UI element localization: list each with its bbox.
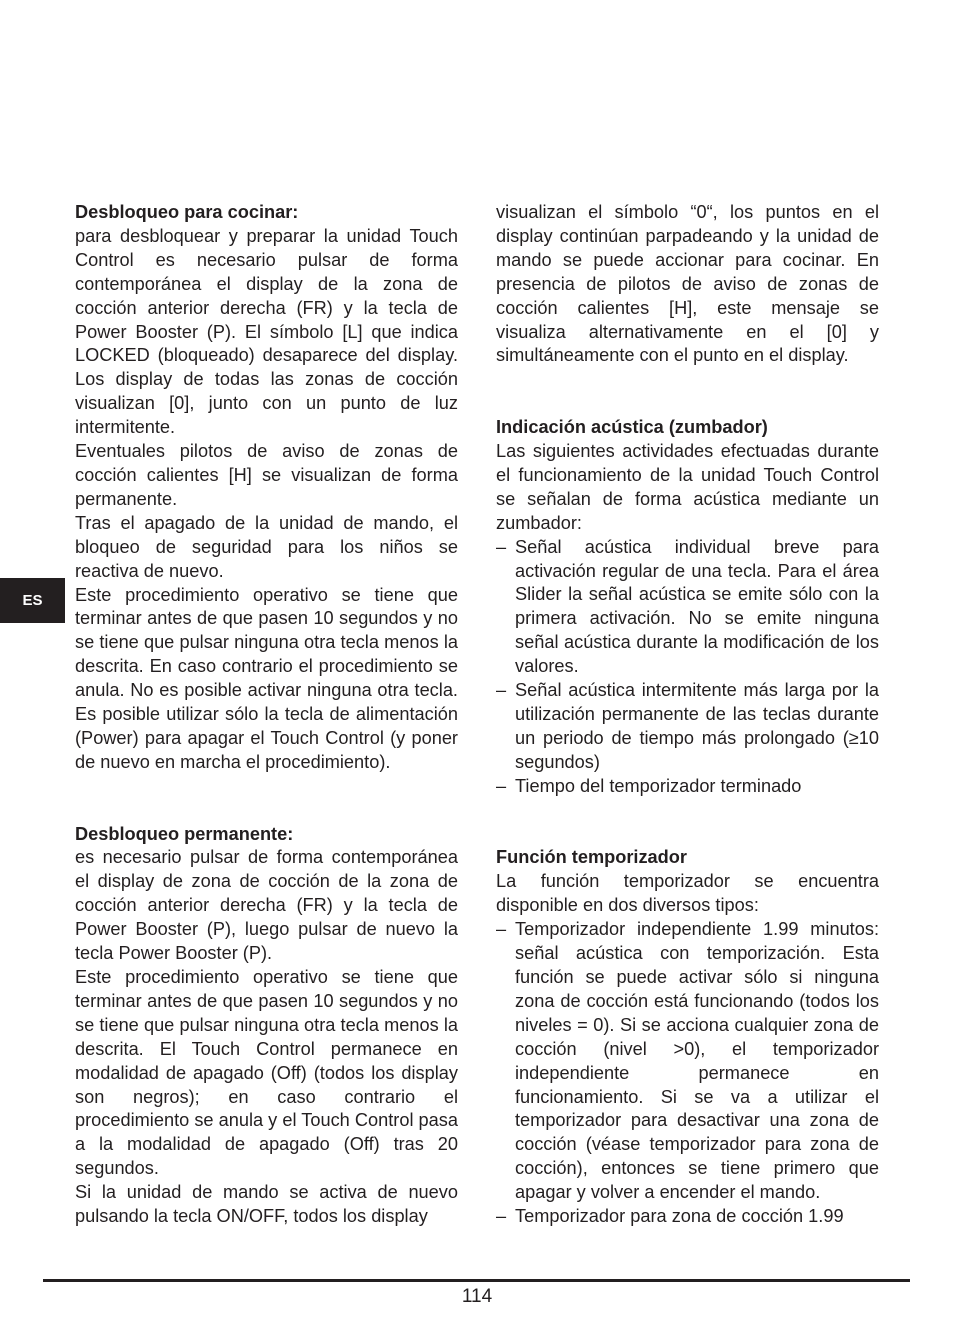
section-heading-funcion-temporizador: Función temporizador [496, 847, 687, 868]
list-item-text: Tiempo del temporizador terminado [515, 775, 802, 796]
list-dash: – [496, 919, 507, 940]
paragraph: Las siguientes actividades efectuadas durante el funcionamiento de la unidad Touch Control se señalan de forma acústica mediante un zumbador: [496, 441, 879, 533]
paragraph: Si la unidad de mando se activa de nuevo pulsando la tecla ON/OFF, todos los display [75, 1182, 458, 1227]
right-column [496, 201, 879, 1229]
section-heading-desbloqueo-permanente: Desbloqueo permanente: [75, 823, 294, 844]
left-column [75, 201, 458, 1229]
list-item-text: Temporizador para zona de cocción 1.99 [515, 1206, 844, 1227]
paragraph: visualizan el símbolo “0“, los puntos en el display continúan parpadeando y la unidad de mando se puede accionar para cocinar. En presencia de pilotos de aviso de zonas de cocción calientes [H], este mensaje se visualiza alternativamente en el [0] y simultáneamente con el punto en el display. [496, 202, 879, 366]
paragraph: Eventuales pilotos de aviso de zonas de cocción calientes [H] se visualizan de forma permanente. [75, 441, 458, 509]
paragraph: La función temporizador se encuentra disponible en dos diversos tipos: [496, 871, 879, 916]
list-dash: – [496, 775, 507, 796]
list-dash: – [496, 680, 507, 701]
paragraph: Este procedimiento operativo se tiene que terminar antes de que pasen 10 segundos y no se tiene que pulsar ninguna otra tecla menos la descrita. El Touch Control permanece en modalidad de apagado (Off) (todos los display son negros); en caso contrario el procedimiento se anula y el Touch Control pasa a la modalidad de apagado (Off) tras 20 segundos. [75, 966, 458, 1179]
paragraph: Tras el apagado de la unidad de mando, el bloqueo de seguridad para los niños se reactiva de nuevo. [75, 512, 458, 581]
list-dash: – [496, 536, 507, 557]
section-heading-indicacion-acustica: Indicación acústica (zumbador) [496, 417, 768, 438]
list-item [496, 918, 879, 1205]
paragraph: Este procedimiento operativo se tiene que terminar antes de que pasen 10 segundos y no se tiene que pulsar ninguna otra tecla menos la descrita. En caso contrario el procedimiento se anula. No es posible activar ninguna otra tecla. Es posible utilizar sólo la tecla de alimentación (Power) para apagar el Touch Control (y poner de nuevo en marcha el procedimiento). [75, 584, 458, 772]
paragraph: es necesario pulsar de forma contemporánea el display de zona de cocción de la zona de cocción anterior derecha (FR) y la tecla de Power Booster (P), luego pulsar de nuevo la tecla Power Booster (P). [75, 847, 458, 964]
list-item [496, 775, 879, 799]
language-tab: ES [0, 578, 65, 623]
page-number: 114 [461, 1286, 493, 1307]
list-item-text: Señal acústica individual breve para activación regular de una tecla. Para el área Slider la señal acústica se emite sólo con la primera activación. No se emite ninguna señal acústica durante la modificación de los valores. [515, 536, 879, 677]
footer-rule [43, 1279, 910, 1282]
list-item [496, 1205, 879, 1229]
paragraph: para desbloquear y preparar la unidad Touch Control es necesario pulsar de forma contemporánea el display de la zona de cocción anterior derecha (FR) y la tecla de Power Booster (P). El símbolo [L] que indica LOCKED (bloqueado) desaparece del display. Los display de todas las zonas de cocción visualizan [0], junto con un punto de luz intermitente. [75, 225, 458, 438]
section-heading-desbloqueo-cocinar: Desbloqueo para cocinar: [75, 202, 299, 222]
list-item [496, 536, 879, 679]
list-dash: – [496, 1206, 507, 1227]
list-item [496, 679, 879, 775]
list-item-text: Señal acústica intermitente más larga por la utilización permanente de las teclas durante un periodo de tiempo más prolongado (≥10 segundos) [515, 680, 879, 772]
list-item-text: Temporizador independiente 1.99 minutos: señal acústica con temporización. Esta función se puede activar sólo si ninguna zona de cocción está funcionando (todos los niveles = 0). Si se acciona cualquier zona de cocción (nivel >0), el temporizador independiente permanece en funcionamiento. Si se va a utilizar el temporizador para desactivar una zona de cocción (véase temporizador para zona de cocción), entonces se tiene primero que apagar y volver a encender el mando. [515, 919, 879, 1203]
